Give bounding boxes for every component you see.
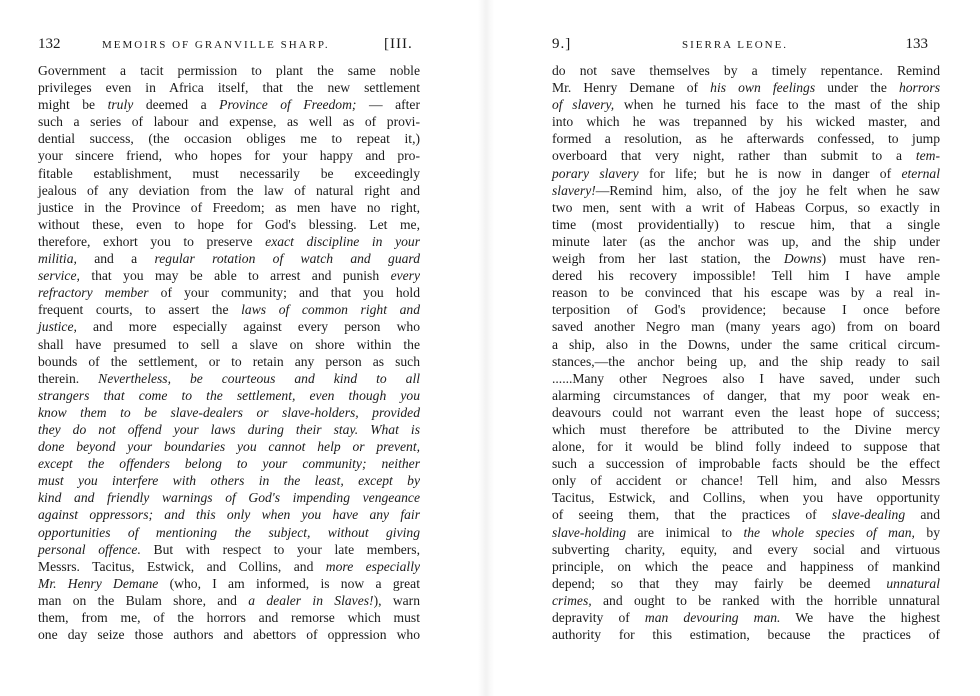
text-line <box>552 626 940 643</box>
text-run: ), warn <box>373 592 420 608</box>
italic-text-run: slave-holding <box>552 524 626 540</box>
text-line <box>552 79 940 96</box>
text-run: stances,—the anchor being up, and the ship ready to sail <box>552 353 940 369</box>
text-run: such a succession of improbable facts should be the effect <box>552 456 940 472</box>
italic-text-run: of slavery, <box>552 97 615 113</box>
text-line <box>38 541 420 558</box>
text-run: for life; but he is now in danger of <box>638 165 902 181</box>
text-run: dential success, (the occasion obliges me to repeat it,) <box>38 131 420 147</box>
right-chapter-marker: 9.] <box>552 36 572 52</box>
text-run: shall have presumed to sell a slave on shore within the <box>38 336 420 352</box>
text-line <box>38 609 420 626</box>
italic-text-run: Province of Freedom; <box>219 97 357 113</box>
text-run: deemed a <box>133 97 220 113</box>
italic-text-run: unnatural <box>886 575 940 591</box>
text-run: dered his recovery impossible! Tell him I have ample <box>552 268 940 284</box>
text-run: ......Many other Negroes also I have saved, under such <box>552 370 940 386</box>
text-line <box>38 404 420 421</box>
right-page-body <box>552 62 940 643</box>
text-line <box>38 165 420 182</box>
italic-text-run: the whole species of man, <box>743 524 915 540</box>
text-line <box>38 626 420 643</box>
text-run: them, from me, of the horrors and remorse which must <box>38 610 420 625</box>
text-line <box>552 609 940 626</box>
text-run: — after <box>356 97 420 113</box>
text-run: two men, sent with a writ of Habeas Corpus, so exactly in <box>552 199 940 215</box>
text-line <box>38 96 420 113</box>
italic-text-run: personal offence. <box>38 541 141 557</box>
text-run: fitable establishment, must necessarily be exceedingly <box>38 165 420 181</box>
text-run: Government a tacit permission to plant the same noble <box>38 63 420 78</box>
text-line <box>552 284 940 301</box>
italic-text-run: slavery! <box>552 182 596 198</box>
left-page-body <box>38 62 420 643</box>
italic-text-run: except the offenders belong to your community; neither <box>38 456 420 472</box>
text-line <box>552 147 940 164</box>
right-running-head: SIERRA LEONE. <box>682 39 789 51</box>
text-run: under the <box>815 80 899 96</box>
italic-text-run: eternal <box>901 165 940 181</box>
text-run: jealous of any deviation from the law of natural right and <box>38 182 420 198</box>
text-run: saved another Negro man (many years ago) from on board <box>552 319 940 335</box>
text-run: by <box>914 524 941 540</box>
text-line <box>38 284 420 301</box>
text-run: subverting charity, equity, and every social and virtuous <box>552 541 940 557</box>
text-line <box>552 404 940 421</box>
text-line <box>38 387 420 404</box>
italic-text-run: Mr. Henry Demane <box>38 575 159 591</box>
text-line <box>552 233 940 250</box>
text-line <box>38 62 420 79</box>
text-line <box>38 79 420 96</box>
text-run: principle, on which the peace and happiness of mankind <box>552 558 940 574</box>
italic-text-run: service, <box>38 268 80 284</box>
italic-text-run: man devouring man. <box>644 610 781 625</box>
text-run: do not save themselves by a timely repentance. Remind <box>552 63 940 78</box>
text-run: privileges even in Africa itself, that the new settlement <box>38 80 420 96</box>
italic-text-run: opportunities of mentioning the subject, without giving <box>38 524 420 540</box>
text-run: formed a resolution, as he afterwards confessed, to jump <box>552 131 940 147</box>
text-line <box>552 421 940 438</box>
italic-text-run: done beyond your boundaries you cannot help or prevent, <box>38 439 420 455</box>
text-line <box>38 199 420 216</box>
text-line <box>38 558 420 575</box>
text-run <box>358 422 370 437</box>
text-line <box>552 455 940 472</box>
text-run: depend; so that they may fairly be deemed <box>552 575 887 591</box>
text-run: therefore, exhort you to preserve <box>38 233 266 249</box>
text-run: Messrs. Tacitus, Estwick, and Collins, and <box>38 558 326 574</box>
text-line <box>552 370 940 387</box>
italic-text-run: his own feelings <box>710 80 816 96</box>
text-run: Tacitus, Estwick, and Collins, when you have opportunity <box>552 490 940 506</box>
left-page <box>0 0 478 696</box>
text-run: man on the Bulam shore, and <box>38 592 249 608</box>
text-line <box>38 113 420 130</box>
text-run: weigh from her last station, the <box>552 251 784 267</box>
text-line <box>552 267 940 284</box>
italic-text-run: What is <box>370 421 420 437</box>
left-page-number: 132 <box>38 36 61 52</box>
italic-text-run: every <box>390 268 420 284</box>
text-run: might be <box>38 97 108 113</box>
text-run: and more especially against every person who <box>76 319 420 335</box>
text-line <box>552 387 940 404</box>
text-run: are inimical to <box>626 524 744 540</box>
right-page-header <box>552 37 928 57</box>
left-page-header <box>38 37 420 57</box>
text-run: only of accident or chance! Tell him, and also Messrs <box>552 473 940 489</box>
text-line <box>38 182 420 199</box>
text-line <box>552 541 940 558</box>
text-run: Mr. Henry Demane of <box>552 80 711 96</box>
left-running-head: MEMOIRS OF GRANVILLE SHARP. <box>102 39 330 51</box>
italic-text-run: kind and friendly warnings of God's impending vengeance <box>38 490 420 506</box>
text-line <box>38 336 420 353</box>
text-line <box>38 524 420 541</box>
text-line <box>38 472 420 489</box>
text-run: authority for this estimation, because the practices of <box>552 627 940 643</box>
text-line <box>552 489 940 506</box>
text-run: We have the highest <box>780 610 940 625</box>
text-line <box>552 250 940 267</box>
text-line <box>38 301 420 318</box>
text-run: which must therefore be attributed to the Divine mercy <box>552 421 940 437</box>
italic-text-run: regular rotation of watch and guard <box>154 251 420 267</box>
text-run: alone, for it would be blind folly indeed to suppose that <box>552 439 940 455</box>
text-line <box>38 489 420 506</box>
text-line <box>38 130 420 147</box>
text-run: overboard that very night, rather than submit to a <box>552 148 916 164</box>
italic-text-run: more especially <box>325 558 420 574</box>
text-line <box>38 438 420 455</box>
text-run: reason to be convinced that his escape was by a real in- <box>552 285 940 301</box>
text-run: (who, I am informed, is now a great <box>158 575 420 591</box>
left-chapter-marker: [III. <box>384 36 413 52</box>
text-line <box>38 233 420 250</box>
text-run: ) must have ren- <box>821 251 940 267</box>
text-line <box>38 455 420 472</box>
text-line <box>38 421 420 438</box>
text-run: of seeing them, that the practices of <box>552 507 832 523</box>
text-line <box>552 216 940 233</box>
text-run: frequent courts, to assert the <box>38 302 242 318</box>
text-run: and <box>905 507 940 523</box>
italic-text-run: horrors <box>898 80 940 96</box>
text-line <box>38 250 420 267</box>
text-run: justice in the Province of Freedom; as men have no right, <box>38 199 420 215</box>
text-line <box>552 62 940 79</box>
italic-text-run: crimes, <box>552 592 592 608</box>
text-line <box>552 524 940 541</box>
text-line <box>38 353 420 370</box>
text-run: without these, even to hope for God's blessing. Let me, <box>38 216 420 232</box>
text-run: minute later (as the anchor was up, and the ship under <box>552 233 940 249</box>
text-line <box>38 592 420 609</box>
text-run: deavours could not warrant even the least hope of success; <box>552 404 940 420</box>
text-run: of your community; and that you hold <box>148 285 420 301</box>
text-line <box>552 182 940 199</box>
text-line <box>38 216 420 233</box>
book-gutter <box>478 0 494 696</box>
italic-text-run: militia, <box>38 251 77 267</box>
text-line <box>38 506 420 523</box>
text-line <box>38 147 420 164</box>
text-line <box>552 96 940 113</box>
text-run: But with respect to your late members, <box>140 541 420 557</box>
italic-text-run: tem- <box>915 148 940 164</box>
text-run: when he turned his face to the mast of the ship <box>614 97 941 113</box>
text-line <box>552 506 940 523</box>
italic-text-run: know them to be slave-dealers or slave-holders, provided <box>38 404 420 420</box>
text-line <box>552 113 940 130</box>
text-line <box>552 592 940 609</box>
right-page-number: 133 <box>905 36 928 52</box>
text-line <box>552 336 940 353</box>
italic-text-run: justice, <box>38 319 77 335</box>
text-run: depravity of <box>552 610 645 625</box>
text-line <box>552 353 940 370</box>
text-line <box>38 318 420 335</box>
text-line <box>552 199 940 216</box>
text-run: into which he was trepanned by his wicked master, and <box>552 114 940 130</box>
right-page <box>494 0 980 696</box>
text-line <box>38 370 420 387</box>
text-run: time (most providentially) to rescue him, that a single <box>552 216 940 232</box>
text-run: one day seize those authors and abettors of oppression who <box>38 627 420 643</box>
text-line <box>552 438 940 455</box>
italic-text-run: against oppressors; and this only when you have any fair <box>38 507 420 523</box>
text-line <box>38 267 420 284</box>
text-run: and a <box>76 251 155 267</box>
italic-text-run: Downs <box>783 251 822 267</box>
italic-text-run: exact discipline in your <box>265 233 420 249</box>
italic-text-run: porary slavery <box>552 165 639 181</box>
italic-text-run: Nevertheless, be courteous and kind to all <box>98 370 420 386</box>
text-run: terposition of God's providence; because I once before <box>552 302 940 318</box>
text-line <box>552 318 940 335</box>
italic-text-run: strangers that come to the settlement, even though you <box>38 387 420 403</box>
text-run: therein. <box>38 370 99 386</box>
text-run: that you may be able to arrest and punish <box>79 268 391 284</box>
italic-text-run: laws of common right and <box>241 302 420 318</box>
italic-text-run: refractory member <box>38 285 149 301</box>
text-run: alarming circumstances of danger, that my poor weak en- <box>552 387 940 403</box>
italic-text-run: truly <box>107 97 134 113</box>
text-run: and ought to be ranked with the horrible unnatural <box>591 592 940 608</box>
text-run: your sincere friend, who hopes for your happy and pro- <box>38 148 420 164</box>
italic-text-run: must you interfere with others in the least, except by <box>38 473 420 489</box>
text-line <box>552 558 940 575</box>
text-run: a ship, also in the Downs, under the same critical circum- <box>552 336 940 352</box>
italic-text-run: slave-dealing <box>831 507 906 523</box>
text-run: —Remind him, also, of the joy he felt when he saw <box>595 182 940 198</box>
text-line <box>552 301 940 318</box>
italic-text-run: they do not offend your laws during their stay. <box>38 421 359 437</box>
text-line <box>38 575 420 592</box>
text-line <box>552 165 940 182</box>
text-line <box>552 575 940 592</box>
text-run: such a series of labour and expense, as well as of provi- <box>38 114 420 130</box>
text-run: bounds of the settlement, or to retain any person as such <box>38 353 420 369</box>
italic-text-run: a dealer in Slaves! <box>248 592 374 608</box>
text-line <box>552 130 940 147</box>
text-line <box>552 472 940 489</box>
